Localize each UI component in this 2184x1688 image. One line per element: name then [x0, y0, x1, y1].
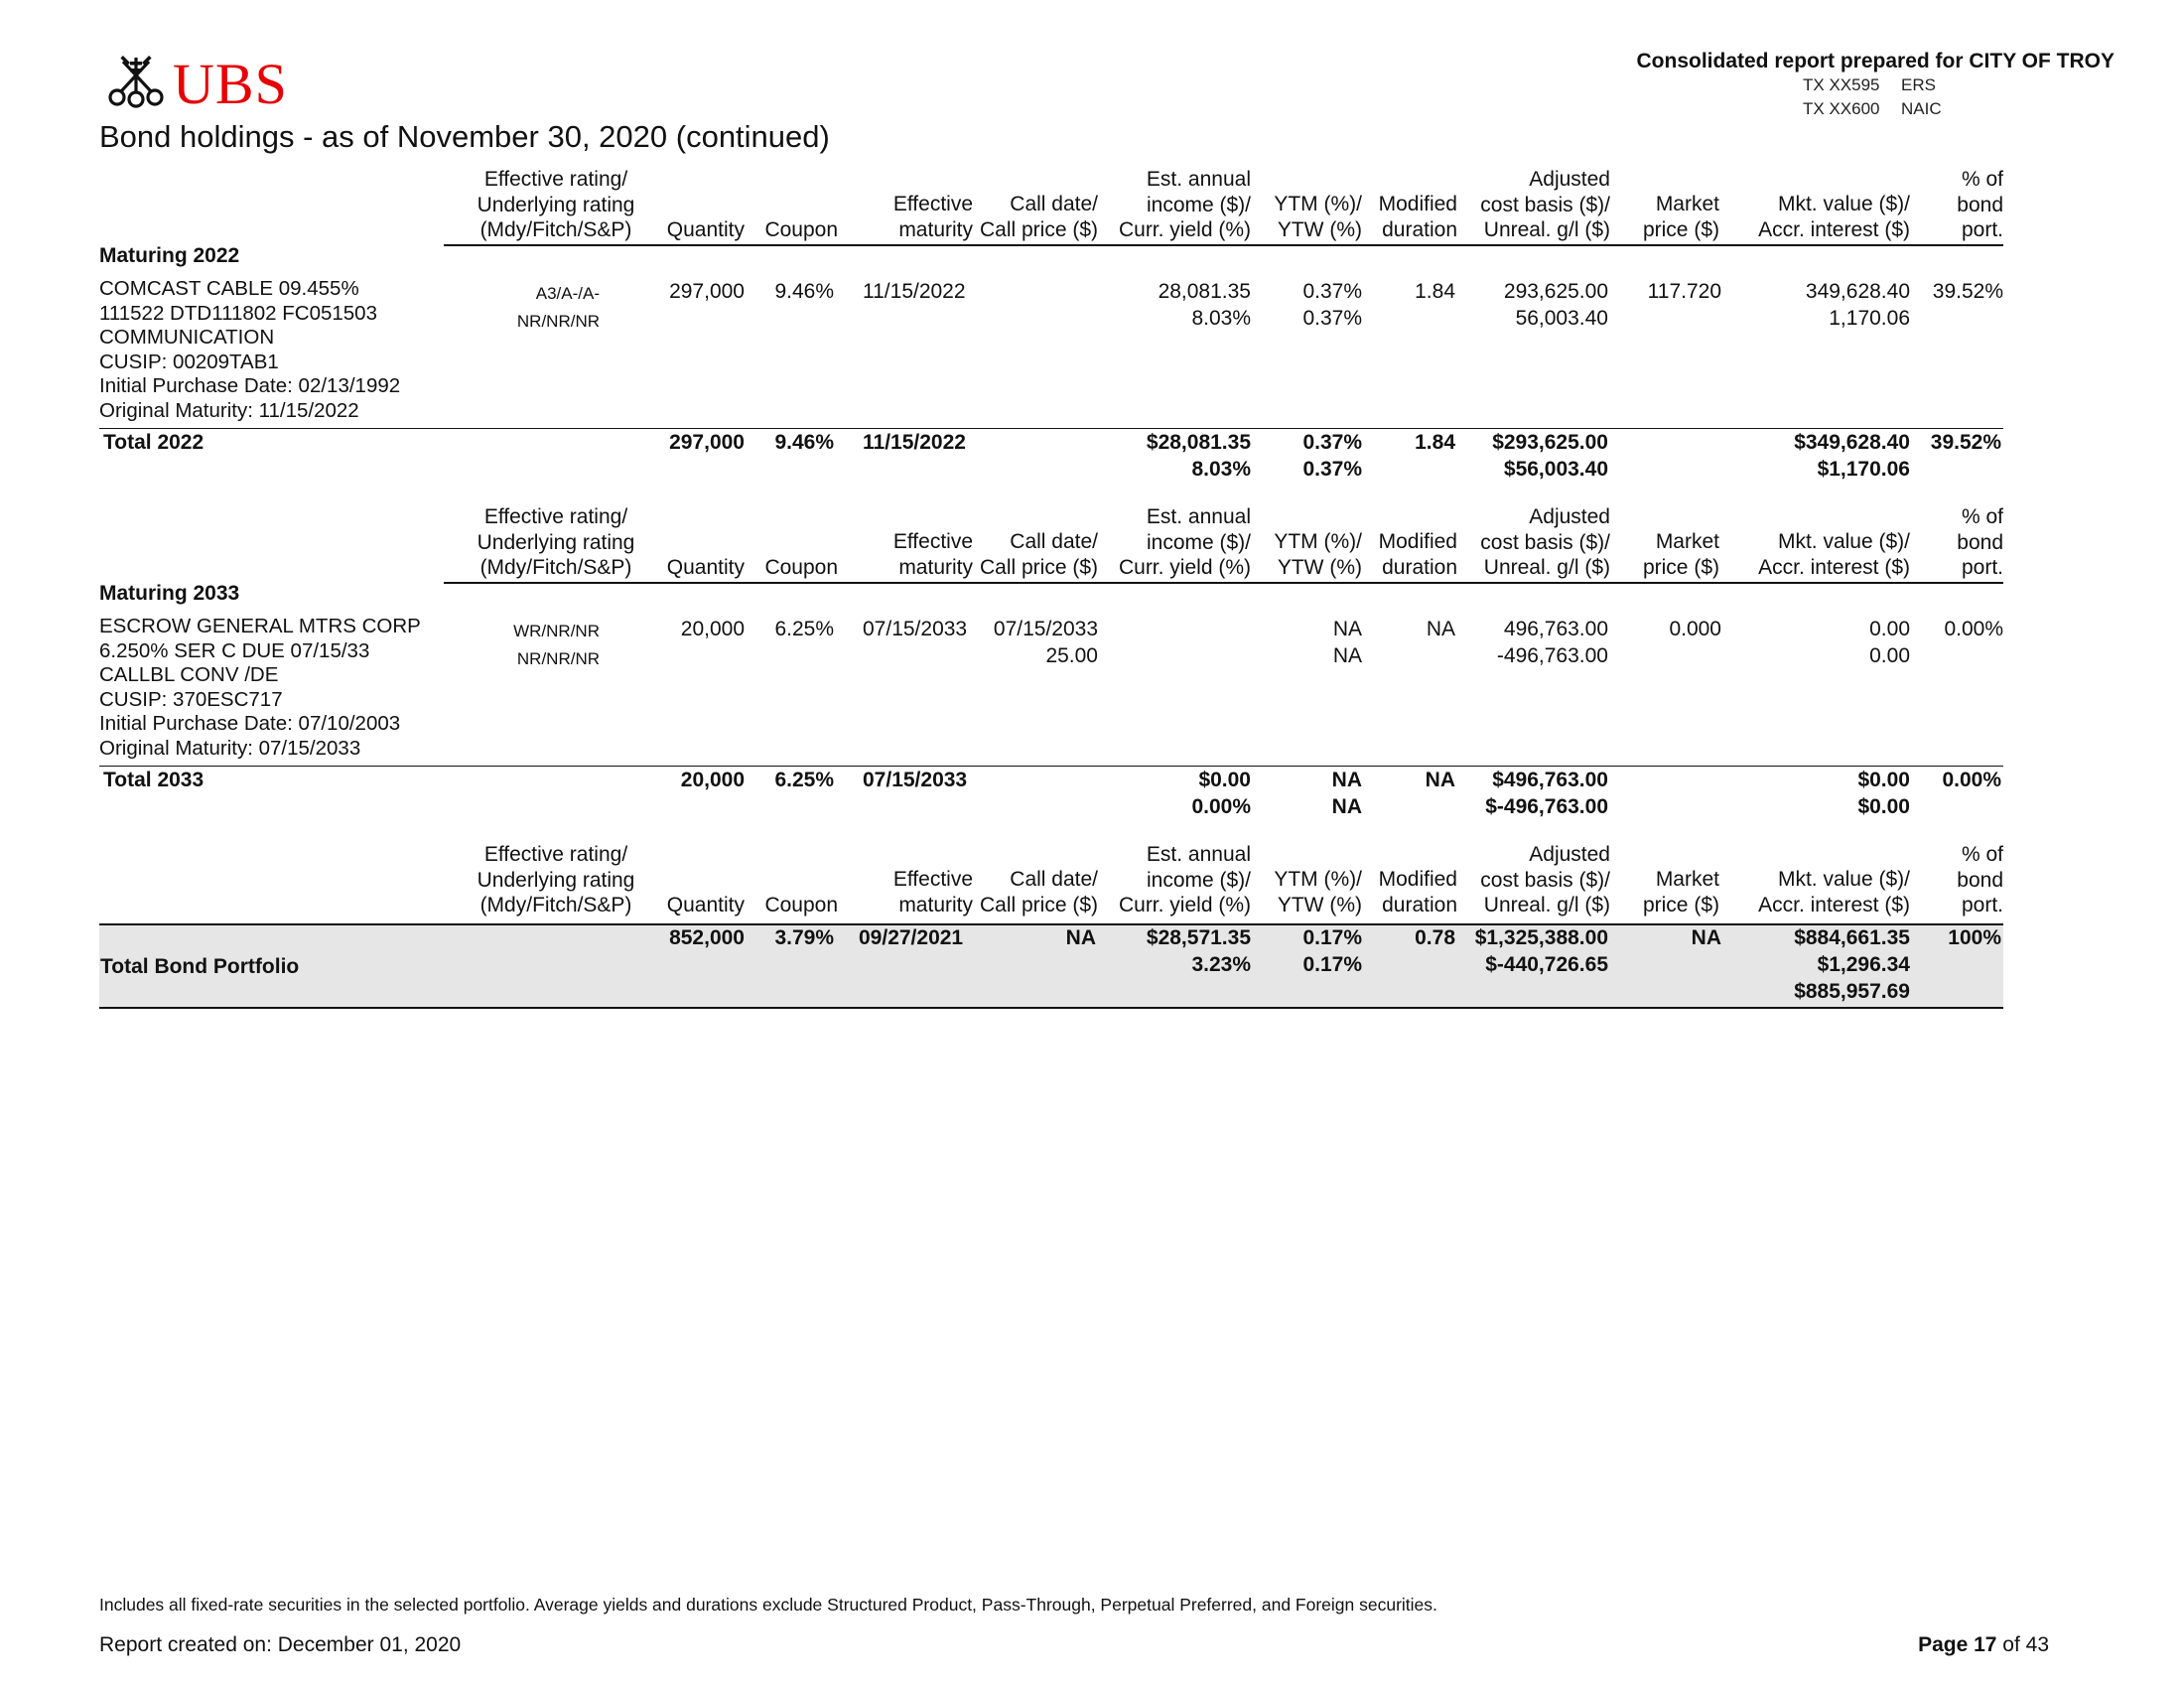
page-title: Bond holdings - as of November 30, 2020 (continued) [99, 119, 830, 154]
account-type: NAIC [1901, 99, 1942, 118]
total-adjusted: $293,625.00 $56,003.40 [1492, 431, 1608, 481]
col-duration-header: Modified duration [1378, 868, 1457, 916]
total-pct: 0.00% [1942, 769, 2001, 791]
income-value: 28,081.35 8.03% [1158, 280, 1251, 330]
col-duration-header: Modified duration [1378, 193, 1457, 241]
grand-total-adjusted: $1,325,388.00 $-440,726.65 [1474, 926, 1608, 976]
col-market-header: Market price ($) [1642, 193, 1719, 241]
col-call-header: Call date/ Call price ($) [979, 868, 1098, 916]
duration-value: NA [1426, 618, 1455, 640]
col-income-header: Est. annual income ($)/ Curr. yield (%) [1118, 843, 1251, 916]
col-effective-header: Effective maturity [892, 868, 973, 916]
adjusted-cost-value: 293,625.00 56,003.40 [1503, 280, 1608, 330]
col-adjusted-header: Adjusted cost basis ($)/ Unreal. g/l ($) [1480, 843, 1610, 916]
total-income: $0.00 0.00% [1191, 769, 1251, 818]
total-mkt-value: $349,628.40 $1,170.06 [1794, 431, 1910, 481]
ytm-value: NA NA [1332, 618, 1362, 667]
market-price-value: 0.000 [1669, 618, 1721, 640]
account-code: TX XX600 [1803, 99, 1880, 118]
col-coupon-header: Coupon [764, 556, 838, 579]
total-mkt-value: $0.00 $0.00 [1857, 769, 1910, 818]
col-effective-header: Effective maturity [892, 193, 973, 241]
rating-value: WR/NR/NR NR/NR/NR [513, 622, 600, 668]
col-rating-header: Effective rating/ Underlying rating (Mdy/Fitch/S&P) [477, 843, 635, 916]
col-quantity-header: Quantity [666, 894, 745, 916]
col-pct-header: % of bond port. [1957, 505, 2003, 579]
col-ytm-header: YTM (%)/ YTW (%) [1274, 868, 1362, 916]
grand-total-pct: 100% [1948, 926, 2001, 949]
duration-value: 1.84 [1415, 280, 1455, 303]
total-rule [99, 428, 2003, 429]
grand-total-call: NA [1065, 926, 1096, 949]
col-ytm-header: YTM (%)/ YTW (%) [1274, 530, 1362, 579]
col-call-header: Call date/ Call price ($) [979, 193, 1098, 241]
call-value: 07/15/2033 25.00 [993, 618, 1098, 667]
section-title: Maturing 2033 [99, 582, 240, 605]
col-adjusted-header: Adjusted cost basis ($)/ Unreal. g/l ($) [1480, 168, 1610, 241]
page-total: of 43 [1996, 1633, 2049, 1656]
col-coupon-header: Coupon [764, 218, 838, 241]
col-duration-header: Modified duration [1378, 530, 1457, 579]
page-prefix: Page [1918, 1633, 1975, 1656]
grand-total-bottom-rule [99, 1007, 2003, 1009]
coupon-value: 9.46% [774, 280, 834, 303]
effective-maturity-value: 11/15/2022 [863, 280, 966, 303]
col-quantity-header: Quantity [666, 218, 745, 241]
total-adjusted: $496,763.00 $-496,763.00 [1485, 769, 1608, 818]
grand-total-ytm: 0.17% 0.17% [1302, 926, 1362, 976]
col-mktvalue-header: Mkt. value ($)/ Accr. interest ($) [1758, 530, 1910, 579]
col-income-header: Est. annual income ($)/ Curr. yield (%) [1118, 168, 1251, 241]
grand-total-coupon: 3.79% [774, 926, 834, 949]
market-price-value: 117.720 [1647, 280, 1721, 303]
col-rating-header: Effective rating/ Underlying rating (Mdy/Fitch/S&P) [477, 168, 635, 241]
pct-value: 39.52% [1932, 280, 2003, 303]
col-market-header: Market price ($) [1642, 530, 1719, 579]
total-income: $28,081.35 8.03% [1146, 431, 1251, 481]
grand-total-mkt-value: $884,661.35 $1,296.34 $885,957.69 [1794, 926, 1910, 1003]
col-coupon-header: Coupon [764, 894, 838, 916]
page-current: 17 [1974, 1633, 1997, 1656]
total-coupon: 9.46% [774, 431, 834, 454]
total-ytm: NA NA [1331, 769, 1362, 818]
col-income-header: Est. annual income ($)/ Curr. yield (%) [1118, 505, 1251, 579]
quantity-value: 20,000 [680, 618, 745, 640]
col-adjusted-header: Adjusted cost basis ($)/ Unreal. g/l ($) [1480, 505, 1610, 579]
three-keys-icon [103, 54, 169, 115]
quantity-value: 297,000 [669, 280, 745, 303]
account-line [1803, 75, 1936, 95]
total-quantity: 297,000 [669, 431, 745, 454]
rating-value: A3/A-/A- NR/NR/NR [516, 284, 600, 331]
pct-value: 0.00% [1944, 618, 2003, 640]
page-number [1918, 1633, 2049, 1657]
report-created-date: Report created on: December 01, 2020 [99, 1633, 462, 1656]
col-mktvalue-header: Mkt. value ($)/ Accr. interest ($) [1758, 193, 1910, 241]
account-line [1803, 99, 1942, 119]
grand-total-quantity: 852,000 [669, 926, 745, 949]
col-mktvalue-header: Mkt. value ($)/ Accr. interest ($) [1758, 868, 1910, 916]
report-prefix: Consolidated report prepared for [1636, 50, 1970, 72]
grand-total-income: $28,571.35 3.23% [1146, 926, 1251, 976]
grand-total-label: Total Bond Portfolio [100, 955, 300, 978]
total-ytm: 0.37% 0.37% [1302, 431, 1362, 481]
total-duration: 1.84 [1415, 431, 1455, 454]
security-description: ESCROW GENERAL MTRS CORP 6.250% SER C DUE 07/15/33 CALLBL CONV /DE CUSIP: 370ESC717 Initial Purchase Date: 07/10/2003 Original Maturity: 07/15/2033 [99, 615, 421, 760]
account-type: ERS [1901, 75, 1936, 94]
ubs-logo [103, 54, 292, 115]
total-pct: 39.52% [1930, 431, 2001, 454]
grand-total-duration: 0.78 [1415, 926, 1455, 949]
col-call-header: Call date/ Call price ($) [979, 530, 1098, 579]
total-label: Total 2033 [103, 769, 205, 791]
total-effective-maturity: 11/15/2022 [863, 431, 966, 454]
coupon-value: 6.25% [774, 618, 834, 640]
adjusted-cost-value: 496,763.00 -496,763.00 [1496, 618, 1608, 667]
total-effective-maturity: 07/15/2033 [863, 769, 968, 791]
total-quantity: 20,000 [680, 769, 745, 791]
col-pct-header: % of bond port. [1957, 843, 2003, 916]
col-quantity-header: Quantity [666, 556, 745, 579]
col-pct-header: % of bond port. [1957, 168, 2003, 241]
mkt-value-value: 0.00 0.00 [1869, 618, 1910, 667]
mkt-value-value: 349,628.40 1,170.06 [1805, 280, 1910, 330]
grand-total-effective-maturity: 09/27/2021 [859, 926, 964, 949]
client-name: CITY OF TROY [1969, 50, 2115, 72]
header-rule [444, 244, 2003, 246]
col-rating-header: Effective rating/ Underlying rating (Mdy/Fitch/S&P) [477, 505, 635, 579]
footnote: Includes all fixed-rate securities in the selected portfolio. Average yields and durations exclude Structured Product, Pass-Through, Perpetual Preferred, and Foreign securities. [99, 1595, 1437, 1615]
total-label: Total 2022 [103, 431, 205, 454]
section-title: Maturing 2022 [99, 244, 240, 267]
ytm-value: 0.37% 0.37% [1302, 280, 1362, 330]
header-rule [444, 582, 2003, 584]
grand-total-market-price: NA [1691, 926, 1721, 949]
report-client-heading [1637, 50, 2116, 73]
effective-maturity-value: 07/15/2033 [863, 618, 968, 640]
col-ytm-header: YTM (%)/ YTW (%) [1274, 193, 1362, 241]
brand-name: UBS [173, 52, 288, 116]
account-code: TX XX595 [1803, 75, 1880, 94]
total-duration: NA [1425, 769, 1455, 791]
col-effective-header: Effective maturity [892, 530, 973, 579]
security-description: COMCAST CABLE 09.455% 111522 DTD111802 FC051503 COMMUNICATION CUSIP: 00209TAB1 Initial Purchase Date: 02/13/1992 Original Maturity: 11/15/2022 [99, 277, 401, 422]
col-market-header: Market price ($) [1642, 868, 1719, 916]
total-rule [99, 766, 2003, 767]
total-coupon: 6.25% [774, 769, 834, 791]
